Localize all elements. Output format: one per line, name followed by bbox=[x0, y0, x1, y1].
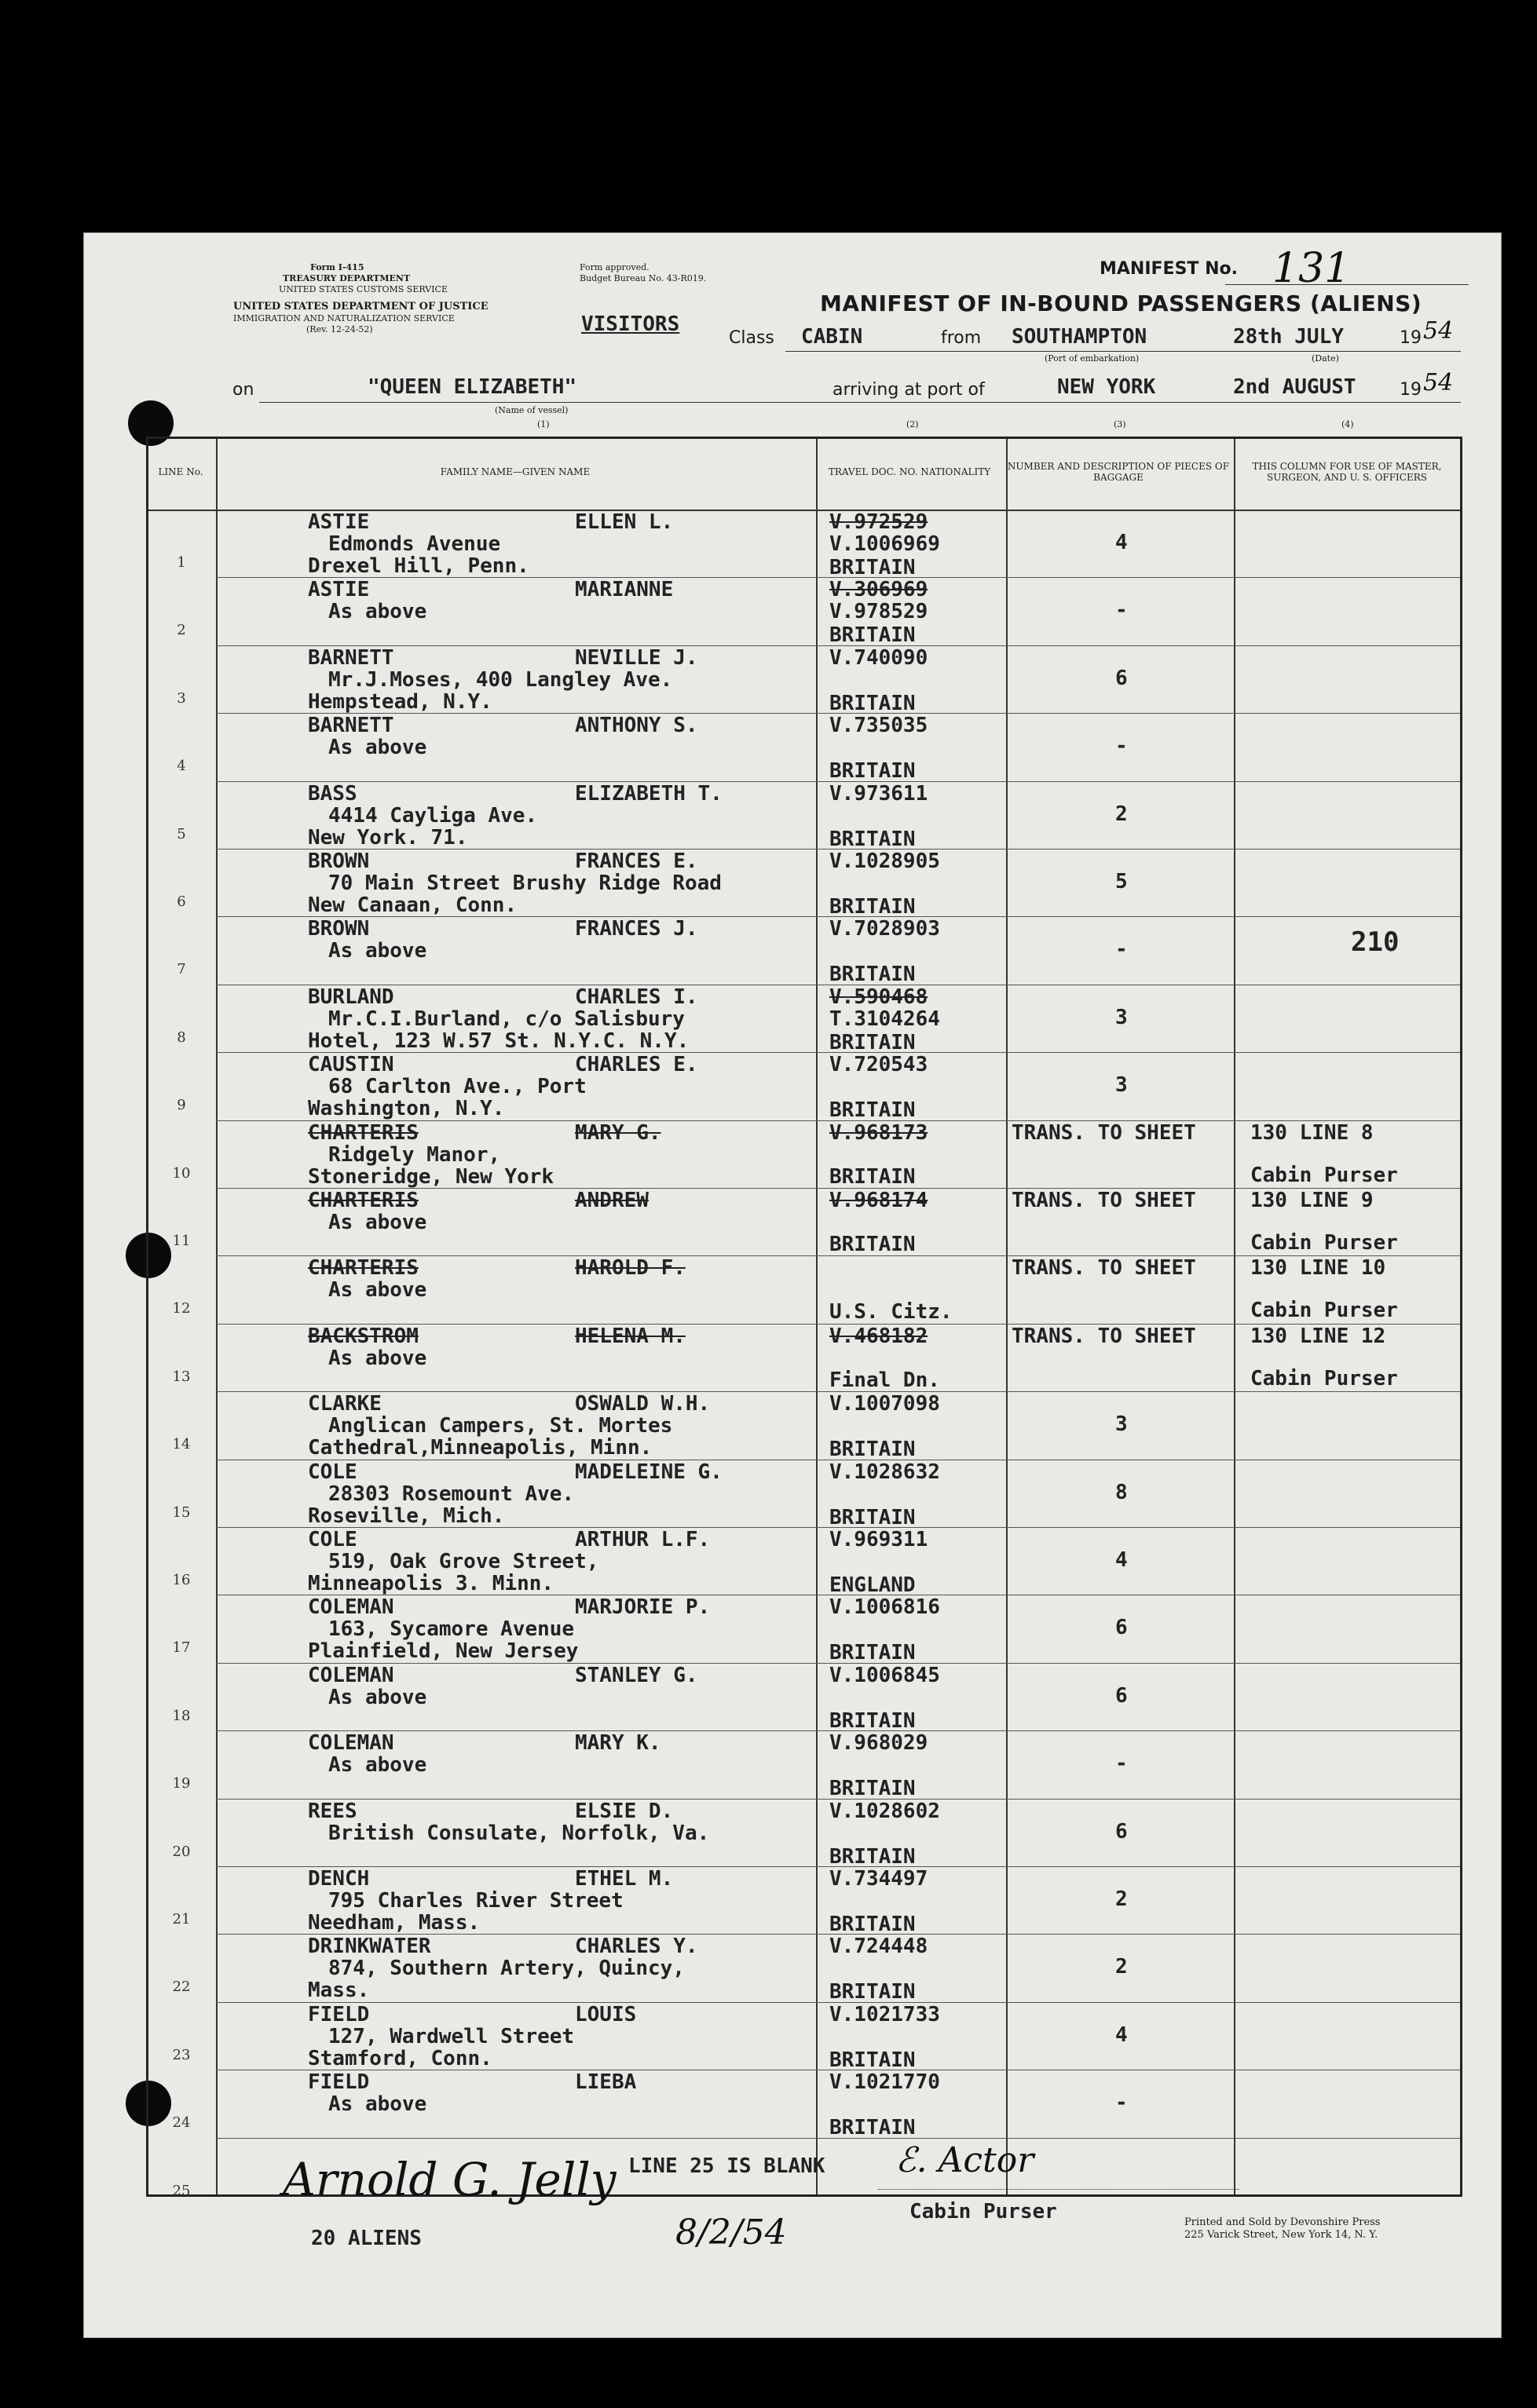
col-divider bbox=[816, 439, 818, 2194]
manifest-no-rule bbox=[1225, 284, 1469, 285]
col4-caption: (4) bbox=[1341, 419, 1354, 429]
travel-doc-number: V.969311 bbox=[829, 1528, 928, 1551]
nationality: BRITAIN bbox=[829, 1980, 916, 2004]
nationality: U.S. Citz. bbox=[829, 1300, 953, 1325]
travel-doc-number: V.7028903 bbox=[829, 917, 940, 941]
col1-caption: (1) bbox=[537, 419, 550, 429]
passenger-given-name: ETHEL M. bbox=[575, 1867, 674, 1891]
line-number: 9 bbox=[177, 1097, 186, 1114]
class-label: Class bbox=[729, 328, 774, 348]
line-number: 1 bbox=[177, 554, 186, 571]
nationality: Final Dn. bbox=[829, 1368, 940, 1392]
passenger-address: As above bbox=[328, 736, 427, 760]
line-number: 6 bbox=[177, 893, 186, 910]
passenger-address: Ridgely Manor, bbox=[328, 1142, 501, 1167]
nationality: BRITAIN bbox=[829, 1030, 916, 1054]
passenger-address: New Canaan, Conn. bbox=[308, 893, 518, 917]
line-number: 10 bbox=[172, 1164, 191, 1182]
line-number: 25 bbox=[172, 2182, 191, 2199]
vessel-caption: (Name of vessel) bbox=[495, 405, 569, 415]
baggage-transfer-note: TRANS. TO SHEET bbox=[1012, 1324, 1196, 1348]
passenger-surname: DENCH bbox=[308, 1867, 370, 1891]
line-number: 12 bbox=[172, 1300, 191, 1317]
vessel-rule bbox=[259, 402, 1461, 403]
nationality: BRITAIN bbox=[829, 963, 916, 987]
year-prefix: 19 bbox=[1400, 328, 1422, 348]
baggage-count: - bbox=[1115, 598, 1128, 623]
passenger-surname: CHARTERIS bbox=[308, 1256, 419, 1281]
nationality: BRITAIN bbox=[829, 556, 916, 579]
travel-doc-number: V.1028905 bbox=[829, 850, 940, 873]
passenger-address: Hempstead, N.Y. bbox=[308, 689, 492, 714]
nationality: BRITAIN bbox=[829, 827, 916, 851]
passenger-surname: COLEMAN bbox=[308, 1595, 394, 1620]
travel-doc-struck: V.590468 bbox=[829, 985, 928, 1009]
officer-transfer-ref: 130 LINE 9 bbox=[1250, 1189, 1374, 1212]
passenger-address: As above bbox=[328, 939, 427, 963]
line-number: 23 bbox=[172, 2046, 191, 2063]
passenger-address: Hotel, 123 W.57 St. N.Y.C. N.Y. bbox=[308, 1029, 690, 1053]
baggage-count: 4 bbox=[1115, 531, 1128, 554]
nationality: BRITAIN bbox=[829, 1641, 916, 1665]
baggage-count: 6 bbox=[1115, 666, 1128, 690]
header-officers: THIS COLUMN FOR USE OF MASTER, SURGEON, AND U. S. OFFICERS bbox=[1252, 461, 1442, 483]
class-rule bbox=[785, 351, 1461, 352]
travel-doc-number: V.1021733 bbox=[829, 2002, 940, 2026]
travel-doc-number: V.968029 bbox=[829, 1731, 928, 1756]
passenger-given-name: FRANCES E. bbox=[575, 850, 698, 873]
passenger-given-name: STANLEY G. bbox=[575, 1663, 698, 1687]
nationality: BRITAIN bbox=[829, 1913, 916, 1936]
line-number: 13 bbox=[172, 1368, 191, 1385]
passenger-given-name: ELIZABETH T. bbox=[575, 781, 723, 806]
travel-doc-number: V.724448 bbox=[829, 1935, 928, 1959]
officer-purser: Cabin Purser bbox=[1250, 1163, 1398, 1187]
line-number: 16 bbox=[172, 1572, 191, 1588]
baggage-count: 5 bbox=[1115, 870, 1128, 893]
officer-purser: Cabin Purser bbox=[1250, 1366, 1398, 1390]
arriving-label: arriving at port of bbox=[833, 380, 985, 400]
treasury-dept: TREASURY DEPARTMENT bbox=[283, 273, 411, 283]
baggage-transfer-note: TRANS. TO SHEET bbox=[1012, 1120, 1196, 1145]
visitors-label: VISITORS bbox=[581, 312, 680, 336]
manifest-no-label: MANIFEST No. bbox=[1100, 259, 1238, 279]
embarkation-date: 28th JULY bbox=[1233, 325, 1344, 349]
passenger-surname: FIELD bbox=[308, 2002, 370, 2026]
travel-doc-struck: V.968174 bbox=[829, 1189, 928, 1212]
passenger-surname: DRINKWATER bbox=[308, 1935, 431, 1959]
travel-doc-number: V.1006816 bbox=[829, 1595, 940, 1620]
passenger-given-name: ANTHONY S. bbox=[575, 714, 698, 738]
passenger-surname: CHARTERIS bbox=[308, 1189, 419, 1212]
arrival-year-prefix: 19 bbox=[1400, 380, 1422, 400]
passenger-given-name: CHARLES I. bbox=[575, 985, 698, 1009]
passenger-address: 874, Southern Artery, Quincy, bbox=[328, 1957, 685, 1981]
travel-doc-number: V.740090 bbox=[829, 645, 928, 670]
passenger-surname: REES bbox=[308, 1799, 357, 1823]
passenger-surname: BASS bbox=[308, 781, 357, 806]
nationality: BRITAIN bbox=[829, 1844, 916, 1869]
line-number: 20 bbox=[172, 1843, 191, 1860]
passenger-surname: BARNETT bbox=[308, 645, 394, 670]
line-number: 15 bbox=[172, 1504, 191, 1521]
nationality: BRITAIN bbox=[829, 1233, 916, 1256]
line-number: 8 bbox=[177, 1029, 186, 1046]
vessel-name: "QUEEN ELIZABETH" bbox=[368, 375, 577, 399]
passenger-address: As above bbox=[328, 1278, 427, 1303]
travel-doc-struck: V.468182 bbox=[829, 1324, 928, 1348]
travel-doc-number: V.1007098 bbox=[829, 1392, 940, 1416]
passenger-address: As above bbox=[328, 1211, 427, 1234]
passenger-given-name: LOUIS bbox=[575, 2002, 637, 2026]
travel-doc-number: V.978529 bbox=[829, 600, 928, 624]
header-line-no: LINE No. bbox=[158, 466, 203, 477]
class-value: CABIN bbox=[801, 325, 863, 349]
travel-doc-number: V.1028632 bbox=[829, 1460, 940, 1484]
passenger-address: 127, Wardwell Street bbox=[328, 2024, 575, 2048]
line-number: 22 bbox=[172, 1979, 191, 1996]
baggage-count: - bbox=[1115, 734, 1128, 758]
nationality: BRITAIN bbox=[829, 1098, 916, 1123]
baggage-count: 4 bbox=[1115, 1548, 1128, 1572]
travel-doc-number: T.3104264 bbox=[829, 1007, 940, 1031]
alien-total: 20 ALIENS bbox=[311, 2227, 422, 2250]
baggage-count: - bbox=[1115, 2091, 1128, 2115]
passenger-address: Plainfield, New Jersey bbox=[308, 1639, 579, 1664]
purser-signature: ℰ. Actor bbox=[895, 2140, 1034, 2180]
travel-doc-number: V.973611 bbox=[829, 781, 928, 806]
header-baggage: NUMBER AND DESCRIPTION OF PIECES OF BAGGAGE bbox=[1007, 461, 1230, 483]
passenger-address: Minneapolis 3. Minn. bbox=[308, 1572, 554, 1595]
nationality: BRITAIN bbox=[829, 1164, 916, 1189]
officer-purser: Cabin Purser bbox=[1250, 1299, 1398, 1323]
line25-note: LINE 25 IS BLANK bbox=[628, 2154, 825, 2178]
travel-doc-number: V.1006845 bbox=[829, 1663, 940, 1687]
line-number: 5 bbox=[177, 825, 186, 842]
passenger-given-name: LIEBA bbox=[575, 2070, 637, 2095]
passenger-address: Stamford, Conn. bbox=[308, 2046, 492, 2070]
nationality: BRITAIN bbox=[829, 1777, 916, 1801]
baggage-count: 3 bbox=[1115, 1005, 1128, 1029]
passenger-given-name: MADELEINE G. bbox=[575, 1460, 723, 1484]
passenger-address: British Consulate, Norfolk, Va. bbox=[328, 1821, 710, 1845]
embark-caption: (Port of embarkation) bbox=[1045, 353, 1140, 364]
passenger-given-name: MARIANNE bbox=[575, 578, 674, 602]
baggage-count: 3 bbox=[1115, 1412, 1128, 1437]
purser-rule bbox=[878, 2189, 1239, 2190]
customs-service: UNITED STATES CUSTOMS SERVICE bbox=[279, 284, 448, 294]
line-number: 14 bbox=[172, 1436, 191, 1453]
passenger-address: 795 Charles River Street bbox=[328, 1889, 624, 1913]
header-name: FAMILY NAME—GIVEN NAME bbox=[440, 466, 591, 477]
passenger-address: 28303 Rosemount Ave. bbox=[328, 1482, 575, 1506]
officer-signature: Arnold G. Jelly bbox=[283, 2153, 617, 2206]
nationality: BRITAIN bbox=[829, 2048, 916, 2072]
travel-doc-number: V.1028602 bbox=[829, 1799, 940, 1823]
form-approved: Form approved. bbox=[580, 262, 650, 272]
passenger-address: Mr.C.I.Burland, c/o Salisbury bbox=[328, 1007, 685, 1031]
passenger-address: Mass. bbox=[308, 1979, 370, 2003]
passenger-given-name: CHARLES Y. bbox=[575, 1935, 698, 1959]
date-caption: (Date) bbox=[1312, 353, 1339, 364]
passenger-address: 68 Carlton Ave., Port bbox=[328, 1075, 587, 1099]
col-divider bbox=[216, 439, 218, 2194]
passenger-address: 4414 Cayliga Ave. bbox=[328, 803, 538, 828]
nationality: BRITAIN bbox=[829, 2116, 916, 2140]
line-number: 7 bbox=[177, 961, 186, 978]
passenger-address: 519, Oak Grove Street, bbox=[328, 1550, 599, 1573]
officer-transfer-ref: 130 LINE 12 bbox=[1250, 1324, 1386, 1348]
nationality: BRITAIN bbox=[829, 623, 916, 648]
passenger-address: Drexel Hill, Penn. bbox=[308, 554, 529, 578]
passenger-given-name: NEVILLE J. bbox=[575, 645, 698, 670]
baggage-count: 3 bbox=[1115, 1073, 1128, 1098]
travel-doc-number: V.1021770 bbox=[829, 2070, 940, 2095]
line-number: 19 bbox=[172, 1775, 191, 1792]
manifest-title: MANIFEST OF IN-BOUND PASSENGERS (ALIENS) bbox=[820, 290, 1422, 316]
line-number: 18 bbox=[172, 1707, 191, 1724]
nationality: BRITAIN bbox=[829, 759, 916, 784]
budget-bureau: Budget Bureau No. 43-R019. bbox=[580, 273, 707, 283]
passenger-given-name: HAROLD F. bbox=[575, 1256, 686, 1281]
passenger-surname: COLE bbox=[308, 1528, 357, 1551]
baggage-count: 2 bbox=[1115, 1887, 1128, 1911]
passenger-address: 163, Sycamore Avenue bbox=[328, 1617, 575, 1642]
passenger-address: Mr.J.Moses, 400 Langley Ave. bbox=[328, 667, 673, 692]
passenger-address: New York. 71. bbox=[308, 825, 468, 850]
baggage-count: 6 bbox=[1115, 1819, 1128, 1843]
passenger-surname: COLEMAN bbox=[308, 1663, 394, 1687]
passenger-surname: BURLAND bbox=[308, 985, 394, 1009]
passenger-given-name: MARY K. bbox=[575, 1731, 661, 1756]
passenger-address: Anglican Campers, St. Mortes bbox=[328, 1414, 673, 1438]
officer-note: 210 bbox=[1351, 926, 1400, 959]
form-revision: (Rev. 12-24-52) bbox=[306, 324, 373, 334]
passenger-surname: ASTIE bbox=[308, 578, 370, 602]
header-travel-doc: TRAVEL DOC. NO. NATIONALITY bbox=[828, 466, 991, 477]
passenger-given-name: MARJORIE P. bbox=[575, 1595, 711, 1620]
purser-title: Cabin Purser bbox=[909, 2200, 1057, 2223]
year-suffix: 54 bbox=[1423, 317, 1454, 345]
travel-doc-struck: V.306969 bbox=[829, 578, 928, 602]
line-number: 2 bbox=[177, 622, 186, 639]
on-label: on bbox=[232, 380, 254, 400]
form-number: Form I-415 bbox=[310, 262, 364, 272]
baggage-transfer-note: TRANS. TO SHEET bbox=[1012, 1189, 1196, 1212]
passenger-surname: CLARKE bbox=[308, 1392, 382, 1416]
line-number: 24 bbox=[172, 2114, 191, 2132]
nationality: BRITAIN bbox=[829, 1708, 916, 1733]
nationality: BRITAIN bbox=[829, 895, 916, 919]
nationality: ENGLAND bbox=[829, 1573, 916, 1597]
officer-transfer-ref: 130 LINE 8 bbox=[1250, 1120, 1374, 1145]
line-number: 4 bbox=[177, 758, 186, 775]
printer-line1: Printed and Sold by Devonshire Press bbox=[1184, 2216, 1381, 2228]
line-number: 21 bbox=[172, 1911, 191, 1927]
baggage-count: 6 bbox=[1115, 1683, 1128, 1708]
passenger-given-name: ARTHUR L.F. bbox=[575, 1528, 711, 1551]
travel-doc-number: V.720543 bbox=[829, 1053, 928, 1077]
arrival-port: NEW YORK bbox=[1057, 375, 1156, 399]
baggage-count: 2 bbox=[1115, 1955, 1128, 1979]
passenger-given-name: HELENA M. bbox=[575, 1324, 686, 1348]
passenger-given-name: CHARLES E. bbox=[575, 1053, 698, 1077]
passenger-surname: ASTIE bbox=[308, 510, 370, 534]
baggage-transfer-note: TRANS. TO SHEET bbox=[1012, 1256, 1196, 1281]
passenger-given-name: ANDREW bbox=[575, 1189, 649, 1212]
travel-doc-struck: V.968173 bbox=[829, 1120, 928, 1145]
ins-service: IMMIGRATION AND NATURALIZATION SERVICE bbox=[233, 313, 455, 323]
travel-doc-number: V.734497 bbox=[829, 1867, 928, 1891]
passenger-given-name: ELSIE D. bbox=[575, 1799, 674, 1823]
travel-doc-number: V.1006969 bbox=[829, 532, 940, 556]
passenger-surname: FIELD bbox=[308, 2070, 370, 2095]
baggage-count: 6 bbox=[1115, 1616, 1128, 1640]
baggage-count: 2 bbox=[1115, 802, 1128, 826]
passenger-surname: CAUSTIN bbox=[308, 1053, 394, 1077]
passenger-given-name: ELLEN L. bbox=[575, 510, 674, 534]
passenger-address: As above bbox=[328, 1753, 427, 1778]
travel-doc-struck: V.972529 bbox=[829, 510, 928, 534]
passenger-given-name: MARY G. bbox=[575, 1120, 661, 1145]
baggage-count: 4 bbox=[1115, 2023, 1128, 2047]
passenger-address: Stoneridge, New York bbox=[308, 1164, 554, 1189]
arrival-year-suffix: 54 bbox=[1423, 369, 1454, 396]
passenger-address: Roseville, Mich. bbox=[308, 1504, 505, 1528]
passenger-address: As above bbox=[328, 1685, 427, 1709]
passenger-address: Needham, Mass. bbox=[308, 1911, 481, 1935]
passenger-surname: BARNETT bbox=[308, 714, 394, 738]
passenger-surname: BACKSTROM bbox=[308, 1324, 419, 1348]
passenger-surname: BROWN bbox=[308, 917, 370, 941]
passenger-surname: BROWN bbox=[308, 850, 370, 873]
passenger-surname: COLEMAN bbox=[308, 1731, 394, 1756]
manifest-number: 131 bbox=[1272, 245, 1351, 292]
passenger-address: As above bbox=[328, 600, 427, 624]
passenger-address: 70 Main Street Brushy Ridge Road bbox=[328, 871, 722, 895]
line-number: 11 bbox=[172, 1233, 191, 1249]
baggage-count: - bbox=[1115, 937, 1128, 962]
passenger-surname: CHARTERIS bbox=[308, 1120, 419, 1145]
from-label: from bbox=[941, 328, 982, 348]
col-divider bbox=[1006, 439, 1008, 2194]
baggage-count: - bbox=[1115, 1752, 1128, 1776]
officer-transfer-ref: 130 LINE 10 bbox=[1250, 1256, 1386, 1281]
passenger-address: As above bbox=[328, 1346, 427, 1370]
col2-caption: (2) bbox=[906, 419, 919, 429]
col3-caption: (3) bbox=[1114, 419, 1126, 429]
date-handwritten: 8/2/54 bbox=[675, 2213, 787, 2253]
baggage-count: 8 bbox=[1115, 1480, 1128, 1504]
passenger-given-name: FRANCES J. bbox=[575, 917, 698, 941]
line-number: 3 bbox=[177, 689, 186, 707]
nationality: BRITAIN bbox=[829, 691, 916, 715]
passenger-address: Cathedral,Minneapolis, Minn. bbox=[308, 1436, 653, 1460]
officer-purser: Cabin Purser bbox=[1250, 1231, 1398, 1255]
arrival-date: 2nd AUGUST bbox=[1233, 375, 1356, 399]
passenger-surname: COLE bbox=[308, 1460, 357, 1484]
port-of-embarkation: SOUTHAMPTON bbox=[1012, 325, 1147, 349]
justice-dept: UNITED STATES DEPARTMENT OF JUSTICE bbox=[233, 301, 489, 312]
passenger-address: Washington, N.Y. bbox=[308, 1097, 505, 1121]
passenger-address: Edmonds Avenue bbox=[328, 532, 501, 556]
nationality: BRITAIN bbox=[829, 1438, 916, 1462]
printer-line2: 225 Varick Street, New York 14, N. Y. bbox=[1184, 2229, 1378, 2241]
passenger-address: As above bbox=[328, 2092, 427, 2117]
passenger-given-name: OSWALD W.H. bbox=[575, 1392, 711, 1416]
line-number: 17 bbox=[172, 1639, 191, 1657]
nationality: BRITAIN bbox=[829, 1505, 916, 1529]
travel-doc-number: V.735035 bbox=[829, 714, 928, 738]
col-divider bbox=[1234, 439, 1235, 2194]
